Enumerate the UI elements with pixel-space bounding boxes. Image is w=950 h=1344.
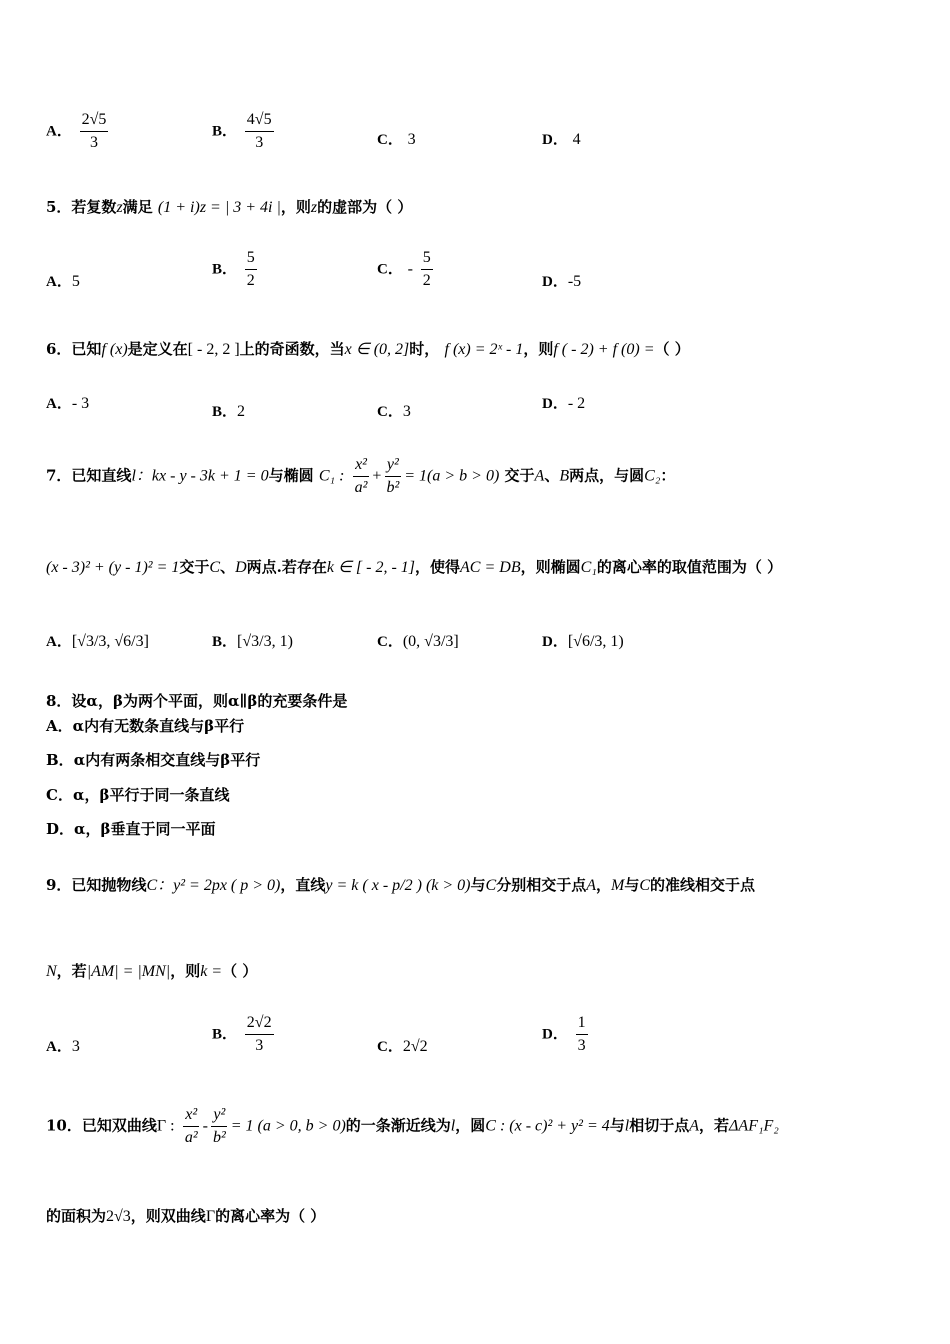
question-7-line-2: (x - 3)² + (y - 1)² = 1交于C、D两点.若存在k ∈ [ - 2, - 1]，使得AC = DB，则椭圆C₁的离心率的取值范围为（ ） — [46, 558, 783, 576]
question-9-line-2: N，若|AM| = |MN|，则k =（ ） — [46, 962, 258, 980]
option-value: 4 — [572, 131, 581, 148]
q5-option-b[interactable]: B． $\frac{5}{2}$ — [212, 249, 255, 289]
fraction: $\frac{\text{y²}}{\text{b²}}$ — [212, 1106, 226, 1146]
question-10-line-2: 的面积为2√3，则双曲线Γ的离心率为（ ） — [46, 1207, 326, 1225]
q6-option-b[interactable]: B．2 — [212, 403, 246, 420]
q9-option-a[interactable]: A．3 — [46, 1038, 80, 1055]
option-label: D． — [542, 132, 568, 148]
q6-option-d[interactable]: D．- 2 — [542, 395, 586, 412]
q9-option-c[interactable]: C．2√2 — [377, 1038, 428, 1055]
option-label: C． — [377, 132, 403, 148]
fraction: $\frac{\text{x²}}{\text{a²}}$ — [354, 456, 368, 496]
fraction: $\frac{4√5}{3}$ — [246, 111, 272, 151]
q8-option-a[interactable]: A．α内有无数条直线与β平行 — [46, 717, 245, 735]
q5-option-c[interactable]: C． - $\frac{5}{2}$ — [377, 249, 431, 289]
q5-option-d[interactable]: D．-5 — [542, 273, 582, 290]
question-5-stem: 5．若复数z满足 (1 + i)z = | 3 + 4i |，则z的虚部为（ ） — [46, 198, 413, 216]
q6-option-c[interactable]: C．3 — [377, 403, 411, 420]
option-value: 3 — [407, 131, 416, 148]
question-8-stem: 8．设α，β为两个平面，则α∥β的充要条件是 — [46, 692, 348, 710]
q4-option-a[interactable] — [46, 110, 111, 153]
question-10-line-1: 10．已知双曲线Γ : $\frac{\text{x²}}{\text{a²}}$ - $\frac{\text{y²}}{\text{b²}}$ = 1 (a > 0, b > 0)的一条渐近线为l，圆C : (x - c)² + y² = 4与l相切于点A，若ΔAF₁F₂ — [46, 1106, 779, 1146]
fraction: $\frac{2√5}{3}$ — [81, 111, 107, 151]
q8-option-c[interactable]: C．α，β平行于同一条直线 — [46, 786, 230, 804]
option-label: A． — [46, 123, 72, 140]
question-9-line-1: 9．已知抛物线C：y² = 2px ( p > 0)，直线y = k ( x - p/2 ) (k > 0)与C分别相交于点A，M与C的准线相交于点 — [46, 876, 756, 894]
q8-option-d[interactable]: D．α，β垂直于同一平面 — [46, 820, 216, 838]
q9-option-d[interactable]: D． $\frac{1}{3}$ — [542, 1014, 586, 1054]
fraction: $\frac{\text{x²}}{\text{a²}}$ — [184, 1106, 198, 1146]
q7-option-c[interactable]: C．(0, √3/3] — [377, 633, 459, 650]
q9-option-b[interactable]: B． $\frac{2√2}{3}$ — [212, 1014, 272, 1054]
q7-option-a[interactable]: A．[√3/3, √6/3] — [46, 633, 149, 650]
q7-option-d[interactable]: D．[√6/3, 1) — [542, 633, 624, 650]
q4-option-c[interactable] — [377, 128, 416, 149]
fraction: $\frac{\text{y²}}{\text{b²}}$ — [386, 456, 400, 496]
q4-option-b[interactable] — [212, 110, 277, 153]
q7-option-b[interactable]: B．[√3/3, 1) — [212, 633, 293, 650]
fraction: $\frac{5}{2}$ — [422, 249, 431, 289]
q4-option-d[interactable] — [542, 128, 581, 149]
q5-option-a[interactable]: A．5 — [46, 273, 80, 290]
q6-option-a[interactable]: A．- 3 — [46, 395, 90, 412]
question-7-line-1: 7．已知直线l：kx - y - 3k + 1 = 0与椭圆 C₁ : $\frac{\text{x²}}{\text{a²}}$ + $\frac{\text{y²}}{\text{b²}}$ = 1(a > b > 0) 交于A、B两点，与圆C₂： — [46, 456, 676, 496]
math-condition: (1 + i)z = | 3 + 4i | — [157, 199, 281, 216]
fraction: $\frac{2√2}{3}$ — [246, 1014, 272, 1054]
option-label: B． — [212, 123, 238, 140]
fraction: $\frac{1}{3}$ — [577, 1014, 586, 1054]
fraction: $\frac{5}{2}$ — [246, 249, 255, 289]
question-6-stem: 6．已知f (x)是定义在[ - 2, 2 ]上的奇函数，当x ∈ (0, 2]时， f (x) = 2ˣ - 1，则f ( - 2) + f (0) =（ ） — [46, 340, 690, 358]
q8-option-b[interactable]: B．α内有两条相交直线与β平行 — [46, 751, 261, 769]
